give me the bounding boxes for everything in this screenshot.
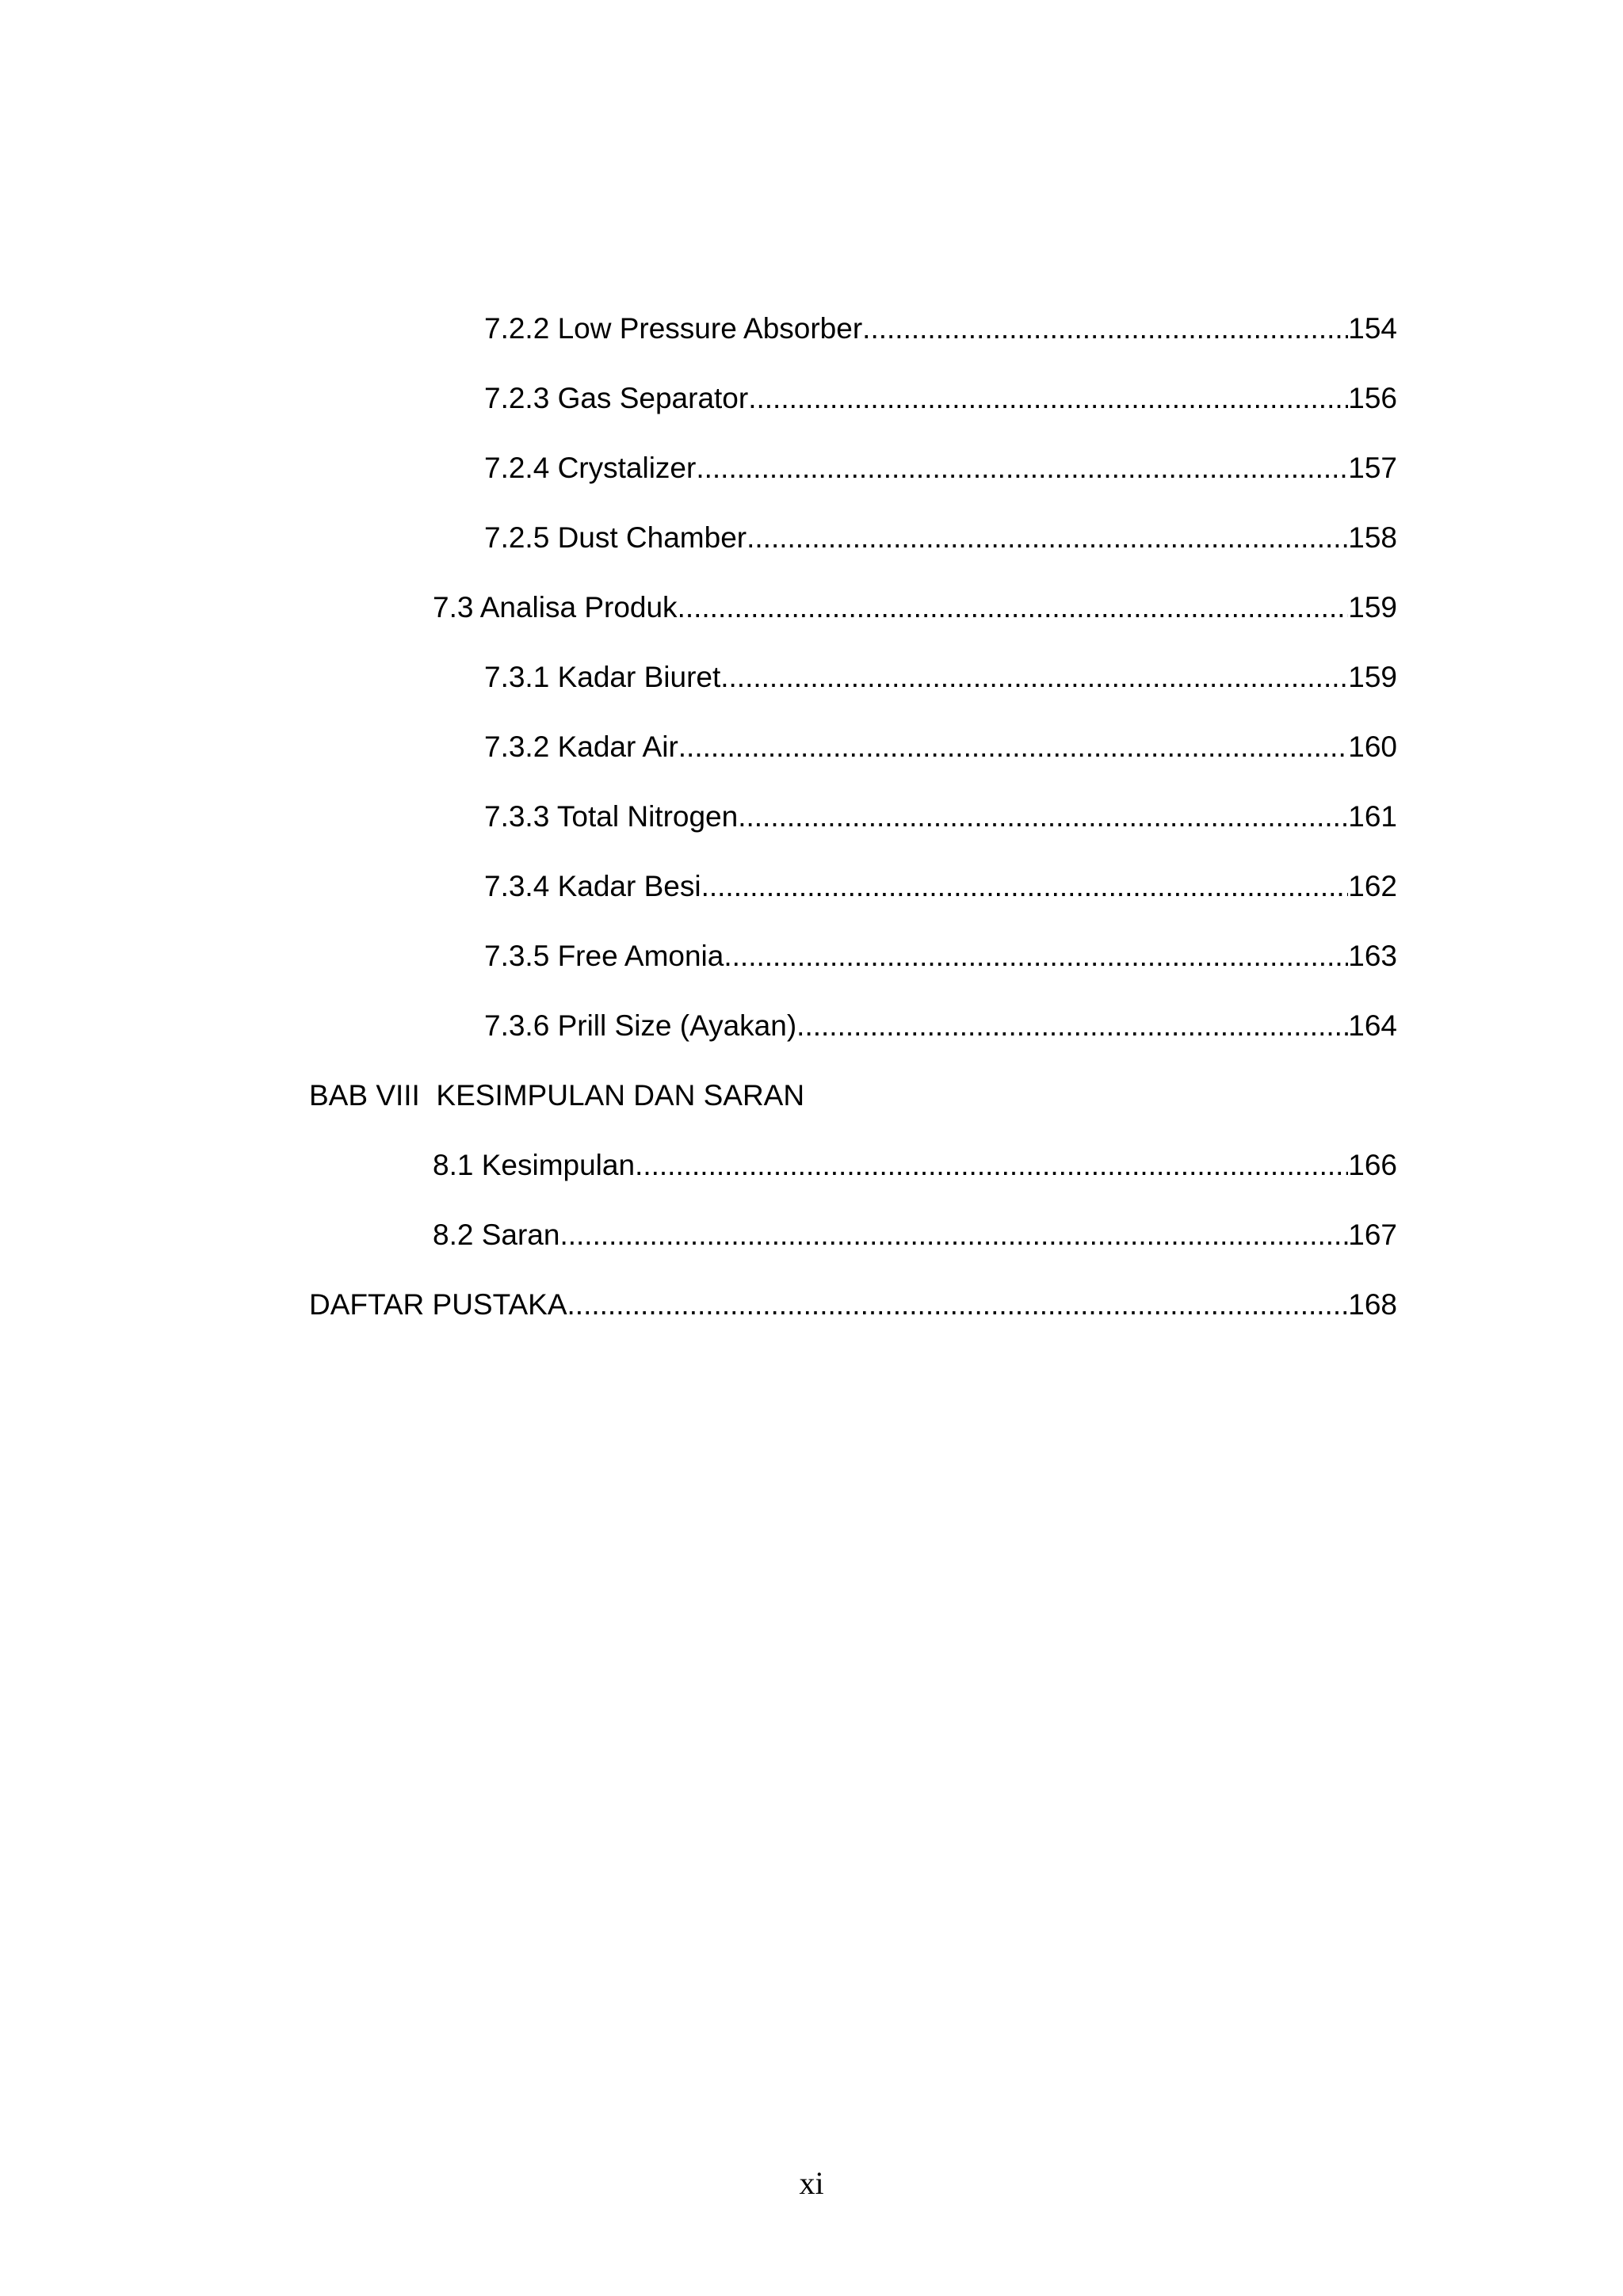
toc-entry-number: 7.3.3 — [484, 800, 550, 833]
toc-entry-page: 160 — [1348, 730, 1397, 763]
toc-entry-title: KESIMPULAN DAN SARAN — [436, 1079, 805, 1112]
toc-entry-page: 164 — [1348, 1009, 1397, 1042]
toc-entry-number: 7.3.4 — [484, 870, 550, 902]
toc-entry-number: 7.3.6 — [484, 1009, 550, 1042]
dot-leader — [696, 444, 1348, 492]
toc-entry-page: 159 — [1348, 591, 1397, 624]
toc-entry — [433, 584, 1397, 631]
toc-entry-page: 157 — [1348, 452, 1397, 484]
toc-entry-number: 7.2.3 — [484, 382, 550, 414]
toc-entry-title: Analisa Produk — [479, 591, 678, 624]
toc-entry-page: 166 — [1348, 1149, 1397, 1181]
toc-entry — [484, 1002, 1397, 1050]
toc-entry — [484, 444, 1397, 492]
dot-leader — [678, 584, 1349, 631]
toc-chapter-heading — [309, 1072, 1397, 1119]
toc-entry — [484, 933, 1397, 980]
toc-entry-number: 8.1 — [433, 1149, 474, 1181]
toc-entry-page: 163 — [1348, 940, 1397, 972]
toc-entry-number: 8.2 — [433, 1219, 474, 1251]
dot-leader — [796, 1002, 1348, 1050]
toc-entry-title: Kadar Besi — [557, 870, 701, 902]
toc-entry — [484, 723, 1397, 771]
toc-entry-page: 154 — [1348, 312, 1397, 345]
toc-entry-page: 168 — [1348, 1288, 1397, 1321]
dot-leader — [738, 793, 1348, 841]
toc-entry — [484, 654, 1397, 701]
toc-entry-title: Saran — [481, 1219, 560, 1251]
dot-leader — [678, 723, 1348, 771]
toc-entry-title: Kadar Biuret — [557, 661, 721, 693]
toc-entry-page: 156 — [1348, 382, 1397, 414]
toc-entry-number: 7.3.2 — [484, 730, 550, 763]
dot-leader — [701, 863, 1349, 910]
toc-entry-number: BAB VIII — [309, 1079, 420, 1112]
toc-entry-title: Crystalizer — [557, 452, 697, 484]
toc-entry-number: 7.3.5 — [484, 940, 550, 972]
dot-leader — [559, 1211, 1348, 1259]
toc-entry-title: Prill Size (Ayakan) — [557, 1009, 797, 1042]
toc-entry — [484, 305, 1397, 353]
dot-leader — [567, 1281, 1349, 1329]
toc-entry-page: 159 — [1348, 661, 1397, 693]
dot-leader — [748, 375, 1348, 422]
dot-leader — [747, 514, 1348, 562]
toc-entry-title: Kadar Air — [557, 730, 678, 763]
toc-entry — [309, 1281, 1397, 1329]
toc-entry — [484, 863, 1397, 910]
toc-entry-title: Free Amonia — [557, 940, 724, 972]
toc-entry-page: 161 — [1348, 800, 1397, 833]
toc-entry-number: 7.2.4 — [484, 452, 550, 484]
toc-entry-title: Total Nitrogen — [556, 800, 739, 833]
dot-leader — [862, 305, 1348, 353]
toc-entry-page: 162 — [1348, 870, 1397, 902]
toc-entry-title: Kesimpulan — [481, 1149, 636, 1181]
toc-entry-number: 7.2.2 — [484, 312, 550, 345]
toc-entry-title: Low Pressure Absorber — [557, 312, 863, 345]
toc-entry-number: 7.3.1 — [484, 661, 550, 693]
toc-entry-page: 167 — [1348, 1219, 1397, 1251]
toc-entry — [484, 375, 1397, 422]
toc-entry-title: Gas Separator — [557, 382, 749, 414]
dot-leader — [720, 654, 1348, 701]
dot-leader — [724, 933, 1348, 980]
toc-entry — [433, 1211, 1397, 1259]
toc-entry-page: 158 — [1348, 521, 1397, 554]
dot-leader — [635, 1142, 1348, 1189]
toc-entry — [484, 793, 1397, 841]
toc-entry-number: 7.3 — [433, 591, 474, 624]
toc-entry — [484, 514, 1397, 562]
toc-entry-title: Dust Chamber — [557, 521, 747, 554]
toc-entry-title: DAFTAR PUSTAKA — [309, 1288, 567, 1321]
toc-entry-number: 7.2.5 — [484, 521, 550, 554]
toc-entry — [433, 1142, 1397, 1189]
page-number: xi — [799, 2165, 824, 2201]
